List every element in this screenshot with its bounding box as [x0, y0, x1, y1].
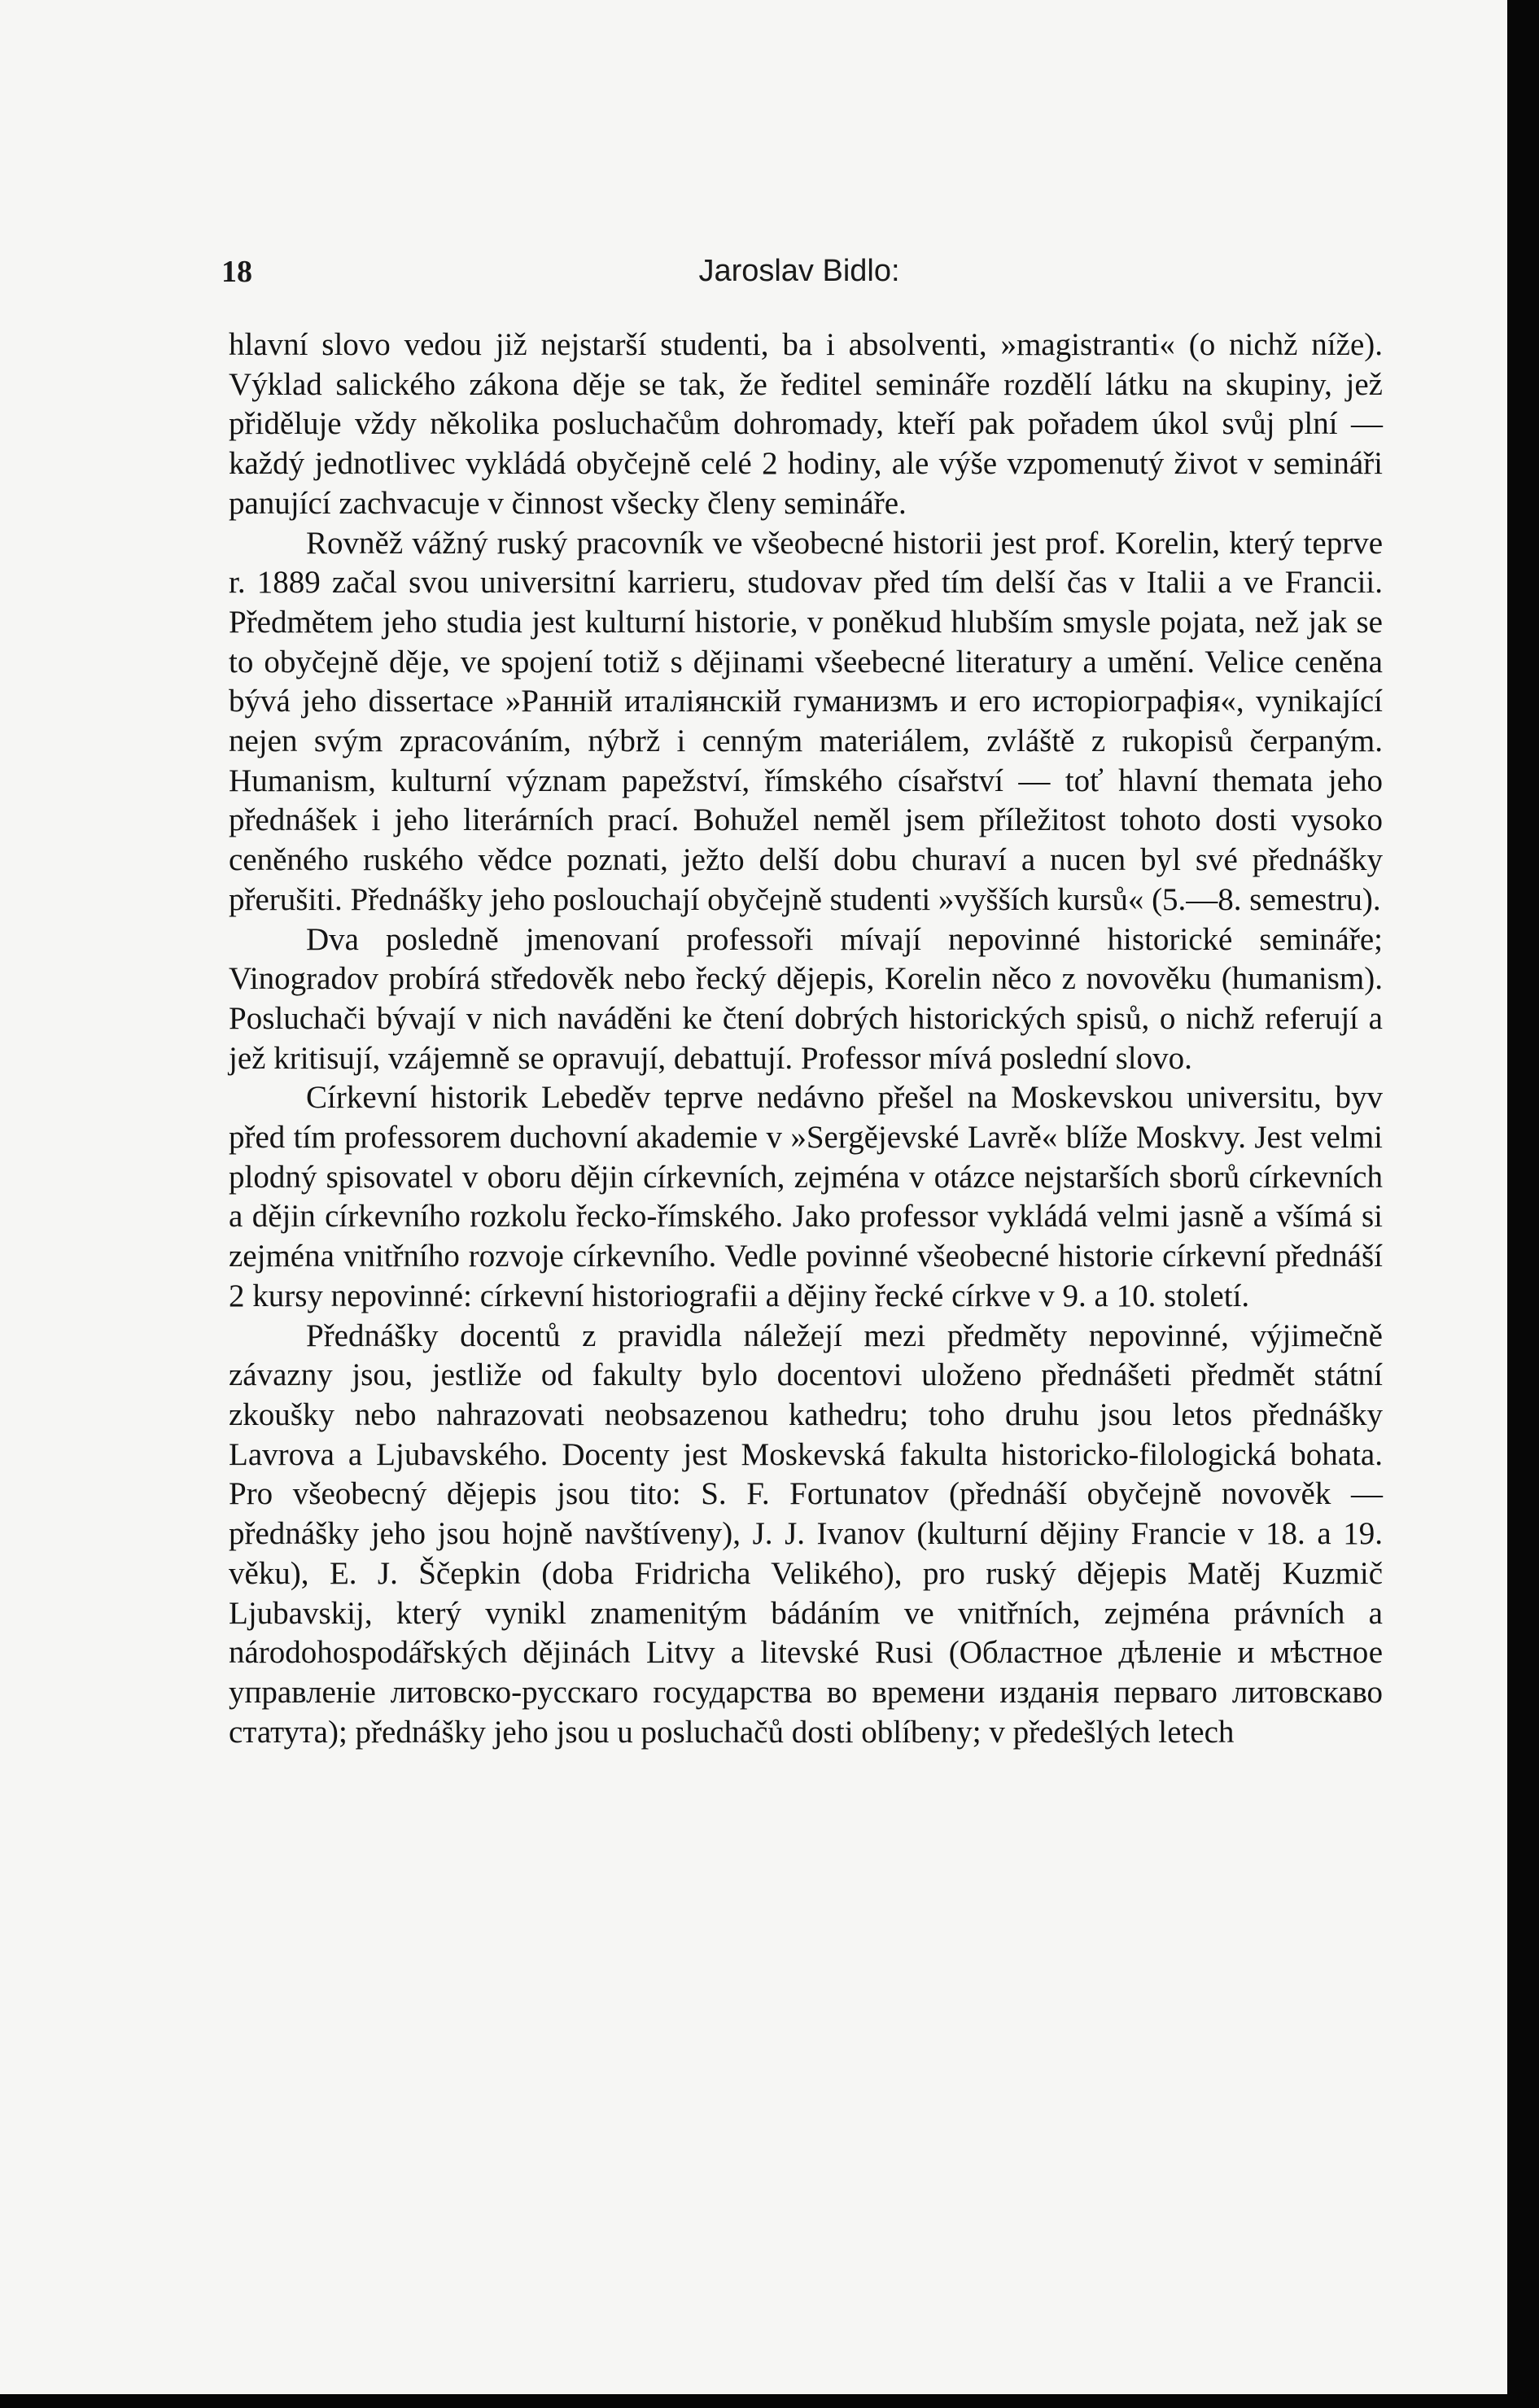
- paragraph: Rovněž vážný ruský pracovník ve všeobecné historii jest prof. Korelin, který teprve r. 1889 začal svou universitní karrieru, studovav před tím delší čas v Italii a ve Francii. Předmětem jeho studia jest kulturní historie, v poněkud hlubším smysle pojata, než jak se to obyčejně děje, ve spojení totiž s dějinami všeebecné literatury a umění. Velice ceněna bývá jeho dissertace »Ранній италіянскій гуманизмъ и его исторіографія«, vynikající nejen svým zpracováním, nýbrž i cenným materiálem, zvláště z rukopisů čerpaným. Humanism, kulturní význam papežství, římského císařství — toť hlavní themata jeho přednášek i jeho literárních prací. Bohužel neměl jsem příležitost tohoto dosti vysoko ceněného ruského vědce poznati, ježto delší dobu churaví a nucen byl své přednášky přerušiti. Přednášky jeho poslouchají obyčejně studenti »vyšších kursů« (5.—8. semestru).: [229, 525, 1383, 917]
- page-header: [221, 254, 1377, 303]
- scan-border-bottom: [0, 2394, 1539, 2408]
- scan-border-right: [1507, 0, 1539, 2408]
- paragraph: Dva posledně jmenovaní professoři mívají nepovinné historické semináře; Vinogradov probírá středověk nebo řecký dějepis, Korelin něco z novověku (humanism). Posluchači bývají v nich naváděni ke čtení dobrých historických spisů, o nichž referují a jež kritisují, vzájemně se opravují, debattují. Professor mívá poslední slovo.: [229, 921, 1383, 1076]
- body-text: [229, 326, 1383, 1752]
- paragraph: Církevní historik Lebeděv teprve nedávno přešel na Moskevskou universitu, byv před tím professorem duchovní akademie v »Sergějevské Lavrě« blíže Moskvy. Jest velmi plodný spisovatel v oboru dějin církevních, zejména v otázce nejstarších sborů církevních a dějin církevního rozkolu řecko-římského. Jako professor vykládá velmi jasně a všímá si zejména vnitřního rozvoje církevního. Vedle povinné všeobecné historie církevní přednáší 2 kursy nepovinné: církevní historiografii a dějiny řecké církve v 9. a 10. století.: [229, 1080, 1383, 1313]
- page-number: 18: [221, 255, 252, 289]
- paragraph: hlavní slovo vedou již nejstarší studenti, ba i absolventi, »magistranti« (o nichž níže). Výklad salického zákona děje se tak, že ředitel semináře rozdělí látku na skupiny, jež přiděluje vždy několika posluchačům dohromady, kteří pak pořadem úkol svůj plní — každý jednotlivec vykládá obyčejně celé 2 hodiny, ale výše vzpomenutý život v semináři panující zachvacuje v činnost všecky členy semináře.: [229, 327, 1383, 521]
- paragraph: Přednášky docentů z pravidla náležejí mezi předměty nepovinné, výjimečně závazny jsou, jestliže od fakulty bylo docentovi uloženo přednášeti předmět státní zkoušky nebo nahrazovati neobsazenou kathedru; toho druhu jsou letos přednášky Lavrova a Ljubavského. Docenty jest Moskevská fakulta historicko-filologická bohata. Pro všeobecný dějepis jsou tito: S. F. Fortunatov (přednáší obyčejně novověk — přednášky jeho jsou hojně navštíveny), J. J. Ivanov (kulturní dějiny Francie v 18. a 19. věku), E. J. Ščepkin (doba Fridricha Velikého), pro ruský dějepis Matěj Kuzmič Ljubavskij, který vynikl znamenitým bádáním ve vnitřních, zejména právních a národohospodářských dějinách Litvy a litevské Rusi (Областное дѣленіе и мѣстное управленіе литовско-русскаго государства во времени изданія перваго литовскаво статута); přednášky jeho jsou u posluchačů dosti oblíbeny; v předešlých letech: [229, 1318, 1383, 1750]
- running-head: Jaroslav Bidlo:: [698, 254, 900, 288]
